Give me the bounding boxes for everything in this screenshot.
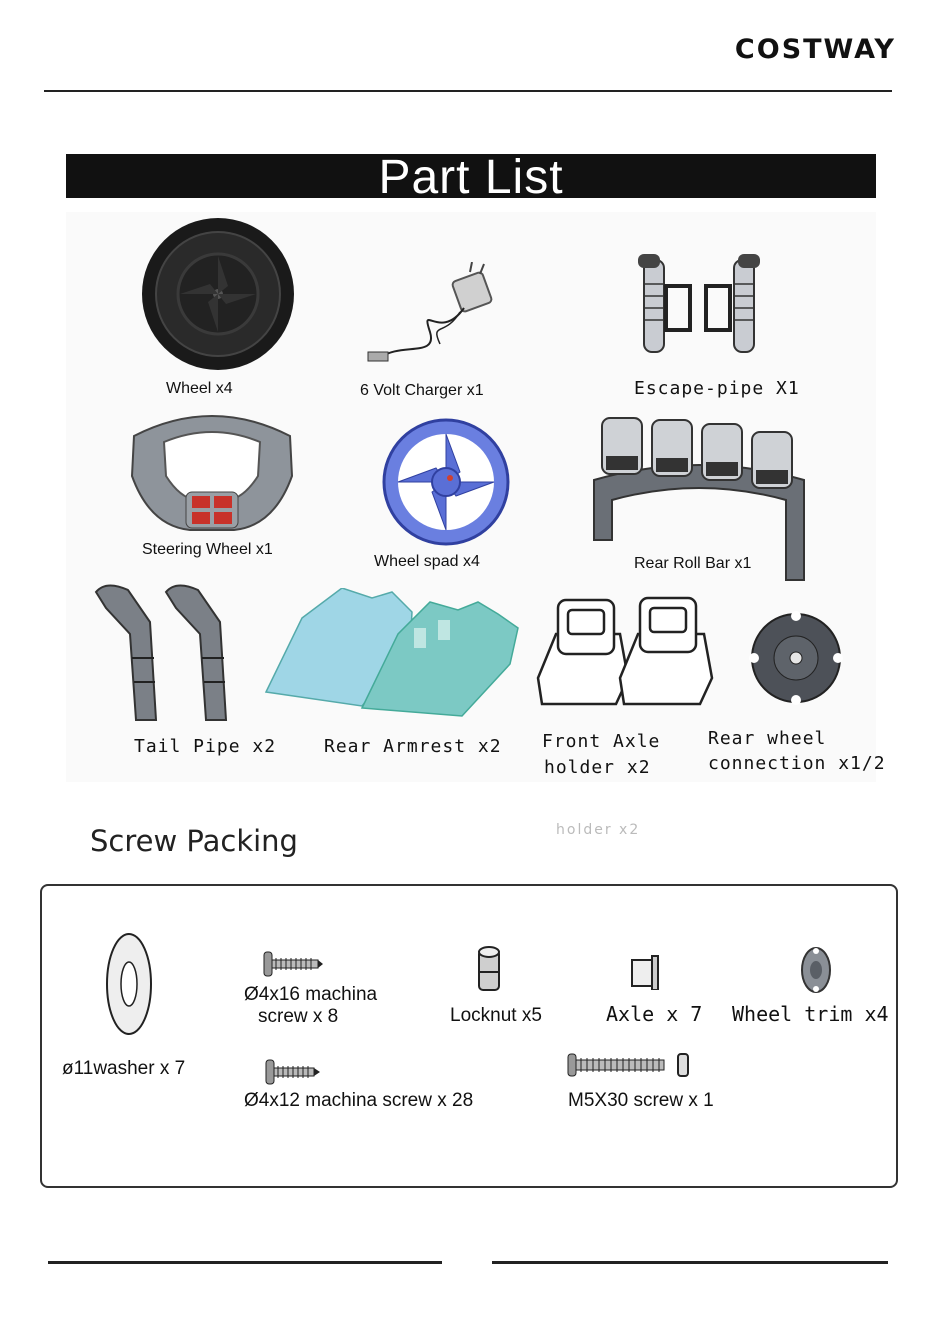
part-escape-pipe [630,250,770,362]
label-screw-4x16-line2: screw x 8 [258,1006,339,1027]
locknut-icon [476,944,502,994]
label-escape-pipe: Escape-pipe X1 [634,378,800,399]
part-rear-wheel-connection [748,610,844,706]
label-rear-wheel-connection-line2: connection x1/2 [708,753,886,774]
screw-4x12-icon [264,1058,322,1086]
part-wheel-spad [380,416,512,548]
front-axle-holder-illustration [536,594,716,714]
label-rear-armrest: Rear Armrest x2 [324,736,502,757]
tail-pipe-illustration [88,578,248,726]
label-wheel: Wheel x4 [166,380,233,397]
label-screw-4x16-line1: Ø4x16 machina [244,984,378,1005]
axle-item [630,954,660,990]
part-tail-pipe [88,578,248,726]
label-locknut: Locknut x5 [450,1005,542,1026]
screw-m5x30-icon [566,1050,694,1080]
washer-icon [104,932,154,1036]
label-rear-wheel-connection-line1: Rear wheel [708,728,827,749]
label-rear-roll-bar: Rear Roll Bar x1 [634,555,752,572]
label-screw-4x12: Ø4x12 machina screw x 28 [244,1090,474,1111]
screw-packing-title: Screw Packing [90,824,298,858]
screw-4x12-item [264,1058,322,1086]
faint-bleed-text: holder x2 [556,822,641,838]
header-divider [44,90,892,92]
part-charger [360,262,510,372]
rear-armrest-illustration [262,588,524,718]
screw-4x16-icon [262,950,324,978]
escape-pipe-illustration [630,250,770,362]
label-axle: Axle x 7 [606,1002,703,1026]
wheel-illustration [140,216,300,376]
footer-divider-right [492,1261,888,1264]
label-tail-pipe: Tail Pipe x2 [134,736,277,757]
part-wheel [140,216,300,376]
locknut-item [476,944,502,994]
rear-wheel-connection-illustration [748,610,844,706]
screw-4x16-item [262,950,324,978]
screw-m5x30-item [566,1050,694,1080]
brand-logo: COSTWAY [734,34,896,65]
washer-item [104,932,154,1036]
label-wheel-spad: Wheel spad x4 [374,553,480,570]
label-steering-wheel: Steering Wheel x1 [142,541,273,558]
screw-packing-box [40,884,898,1188]
label-wheel-trim: Wheel trim x4 [732,1002,889,1026]
axle-icon [630,954,660,990]
label-washer: ø11washer x 7 [62,1058,186,1079]
part-rear-armrest [262,588,524,718]
part-steering-wheel [124,406,300,536]
part-list-banner: Part List [66,154,876,198]
part-front-axle-holder [536,594,716,714]
label-charger: 6 Volt Charger x1 [360,382,484,399]
steering-wheel-illustration [124,406,300,536]
label-screw-m5x30: M5X30 screw x 1 [568,1090,714,1111]
wheel-trim-icon [800,946,832,994]
charger-illustration [360,262,510,372]
label-front-axle-holder-line1: Front Axle [542,731,661,752]
label-front-axle-holder-line2: holder x2 [544,757,651,778]
wheel-spad-illustration [380,416,512,548]
wheel-trim-item [800,946,832,994]
footer-divider-left [48,1261,442,1264]
